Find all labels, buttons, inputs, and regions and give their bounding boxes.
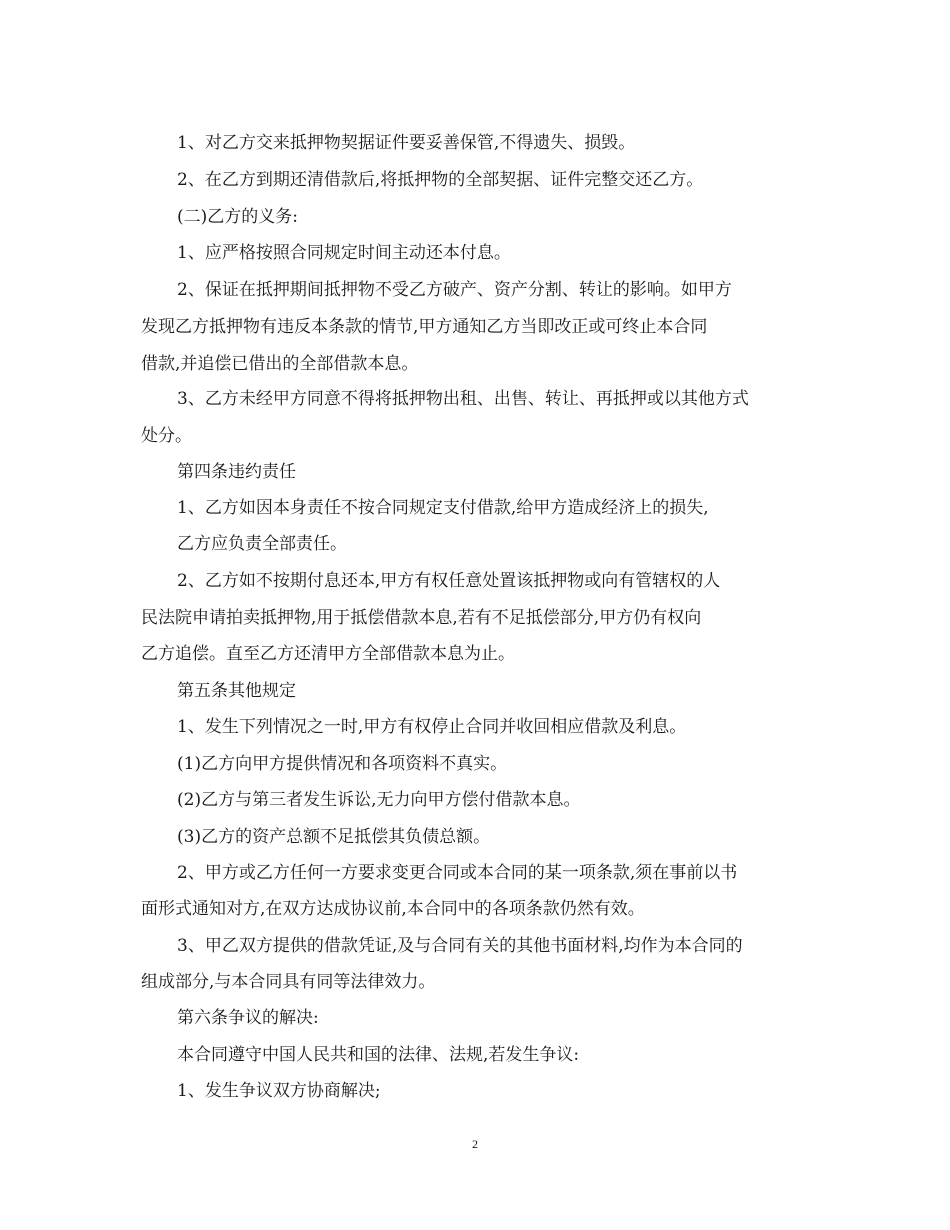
text-line: 组成部分,与本合同具有同等法律效力。 <box>141 972 436 992</box>
text-line: 2、甲方或乙方任何一方要求变更合同或本合同的某一项条款,须在事前以书 <box>177 863 738 883</box>
text-line: 2、保证在抵押期间抵押物不受乙方破产、资产分割、转让的影响。如甲方 <box>177 280 732 300</box>
section-heading: 第四条违约责任 <box>177 462 296 482</box>
page-number: 2 <box>472 1137 478 1151</box>
text-line: 3、甲乙双方提供的借款凭证,及与合同有关的其他书面材料,均作为本合同的 <box>177 936 743 956</box>
section-heading: 第五条其他规定 <box>177 681 296 701</box>
text-line: 本合同遵守中国人民共和国的法律、法规,若发生争议: <box>177 1045 580 1065</box>
text-line: 乙方应负责全部责任。 <box>177 534 347 554</box>
text-line: 3、乙方未经甲方同意不得将抵押物出租、出售、转让、再抵押或以其他方式 <box>177 389 749 409</box>
text-line: 1、发生下列情况之一时,甲方有权停止合同并收回相应借款及利息。 <box>177 717 687 737</box>
text-line: 2、乙方如不按期付息还本,甲方有权任意处置该抵押物或向有管辖权的人 <box>177 571 721 591</box>
section-heading: 第六条争议的解决: <box>177 1008 319 1028</box>
text-line: 借款,并追偿已借出的全部借款本息。 <box>141 354 419 374</box>
text-line: (2)乙方与第三者发生诉讼,无力向甲方偿付借款本息。 <box>177 790 581 810</box>
text-line: 1、对乙方交来抵押物契据证件要妥善保管,不得遗失、损毁。 <box>177 133 636 153</box>
text-line: 民法院申请拍卖抵押物,用于抵偿借款本息,若有不足抵偿部分,甲方仍有权向 <box>141 608 702 628</box>
text-line: 面形式通知对方,在双方达成协议前,本合同中的各项条款仍然有效。 <box>141 899 645 919</box>
text-line: (1)乙方向甲方提供情况和各项资料不真实。 <box>177 754 508 774</box>
text-line: (3)乙方的资产总额不足抵偿其负债总额。 <box>177 827 491 847</box>
section-heading: (二)乙方的义务: <box>177 207 298 227</box>
text-line: 1、乙方如因本身责任不按合同规定支付借款,给甲方造成经济上的损失, <box>177 498 709 518</box>
text-line: 乙方追偿。直至乙方还清甲方全部借款本息为止。 <box>141 644 515 664</box>
text-line: 2、在乙方到期还清借款后,将抵押物的全部契据、证件完整交还乙方。 <box>177 170 704 190</box>
text-line: 处分。 <box>141 426 192 446</box>
text-line: 发现乙方抵押物有违反本条款的情节,甲方通知乙方当即改正或可终止本合同 <box>141 317 708 337</box>
text-line: 1、发生争议双方协商解决; <box>177 1081 381 1101</box>
text-line: 1、应严格按照合同规定时间主动还本付息。 <box>177 243 511 263</box>
